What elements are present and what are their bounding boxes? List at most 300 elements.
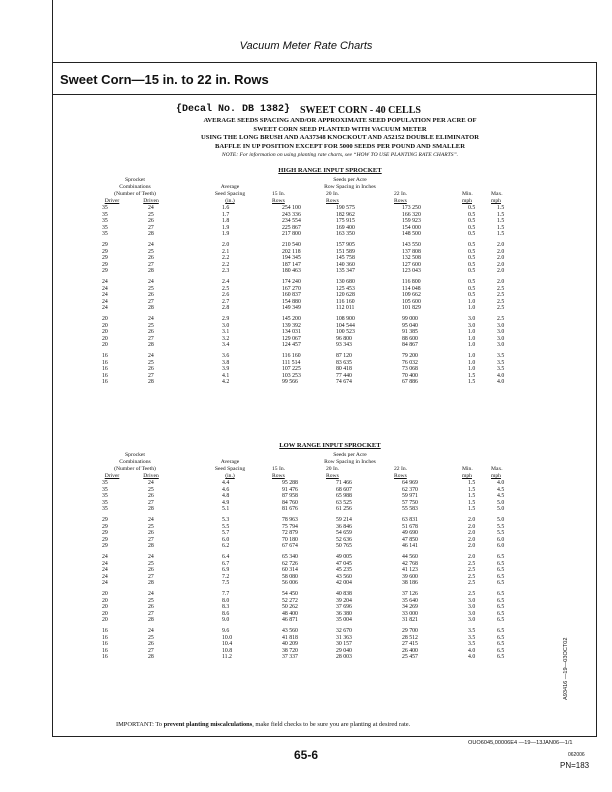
pn-number: PN=183 bbox=[560, 761, 590, 770]
table-cell: 3.5 bbox=[497, 359, 505, 366]
table-cell: 28 bbox=[148, 506, 154, 513]
content-frame bbox=[52, 62, 597, 737]
seeds-header-line: Seeds per Acre bbox=[333, 177, 367, 183]
table-cell: 123 043 bbox=[402, 268, 421, 275]
table-cell: 28 bbox=[148, 379, 154, 386]
table-cell: 5.3 bbox=[222, 517, 230, 523]
table-cell: 16 bbox=[102, 654, 108, 661]
table-cell: 84 867 bbox=[402, 342, 418, 349]
table-cell: 16 bbox=[102, 634, 108, 641]
table-cell: 36 846 bbox=[336, 523, 352, 530]
table-cell: 3.2 bbox=[222, 335, 230, 342]
table-cell: 100 523 bbox=[336, 329, 355, 336]
table-cell: 24 bbox=[102, 298, 108, 305]
table-cell: 27 bbox=[148, 335, 154, 342]
table-cell: 132 508 bbox=[402, 255, 421, 262]
table-cell: 1.5 bbox=[497, 211, 505, 218]
table-cell: 72 879 bbox=[282, 530, 298, 537]
table-cell: 24 bbox=[102, 305, 108, 312]
important-bold: prevent planting miscalculations bbox=[163, 721, 253, 728]
table-cell: 40 838 bbox=[336, 591, 352, 597]
table-cell: 38 186 bbox=[402, 580, 418, 587]
table-cell: 24 bbox=[148, 353, 154, 359]
table-cell: 3.0 bbox=[222, 322, 230, 329]
table-cell: 3.8 bbox=[222, 359, 230, 366]
table-cell: 24 bbox=[102, 292, 108, 299]
sprocket-header bbox=[95, 177, 175, 198]
table-cell: 0.5 bbox=[468, 248, 476, 255]
table-cell: 1.5 bbox=[468, 372, 476, 379]
col-header-line: Min. bbox=[462, 466, 473, 472]
table-cell: 1.5 bbox=[497, 224, 505, 231]
table-cell: 27 bbox=[148, 298, 154, 305]
table-cell: 58 080 bbox=[282, 573, 298, 580]
table-cell: 6.2 bbox=[222, 543, 230, 550]
table-cell: 27 bbox=[148, 261, 154, 268]
col-header-line: mph bbox=[462, 473, 472, 479]
table-cell: 129 067 bbox=[282, 335, 301, 342]
table-cell: 145 200 bbox=[282, 316, 301, 322]
table-cell: 163 350 bbox=[336, 231, 355, 238]
table-cell: 160 837 bbox=[282, 292, 301, 299]
table-cell: 26 bbox=[148, 292, 154, 299]
table-cell: 43 560 bbox=[336, 573, 352, 580]
range-title: HIGH RANGE INPUT SPROCKET bbox=[278, 167, 382, 174]
table-cell: 254 100 bbox=[282, 205, 301, 211]
table-cell: 2.0 bbox=[468, 554, 476, 560]
table-cell: 0.5 bbox=[468, 255, 476, 262]
table-cell: 1.5 bbox=[468, 499, 476, 506]
driven-header: Driven bbox=[143, 473, 159, 479]
table-cell: 9.0 bbox=[222, 617, 230, 624]
table-cell: 148 500 bbox=[402, 231, 421, 238]
table-cell: 73 068 bbox=[402, 366, 418, 373]
table-cell: 2.4 bbox=[222, 279, 230, 285]
sprocket-header-line: Sprocket bbox=[125, 452, 145, 458]
col-header-line: mph bbox=[491, 473, 501, 479]
table-cell: 6.5 bbox=[497, 654, 505, 661]
table-cell: 6.5 bbox=[497, 641, 505, 648]
table-cell: 0.5 bbox=[468, 268, 476, 275]
table-cell: 3.0 bbox=[468, 617, 476, 624]
col-header-line: 15 In. bbox=[272, 191, 286, 197]
table-cell: 10.4 bbox=[222, 641, 233, 648]
col-header-r20 bbox=[326, 466, 356, 480]
table-cell: 2.5 bbox=[497, 316, 505, 322]
table-cell: 112 011 bbox=[336, 305, 355, 312]
table-cell: 26 bbox=[148, 641, 154, 648]
table-cell: 52 272 bbox=[282, 597, 298, 604]
table-cell: 77 440 bbox=[336, 372, 352, 379]
table-cell: 169 400 bbox=[336, 224, 355, 231]
table-cell: 0.5 bbox=[468, 205, 476, 211]
table-cell: 2.2 bbox=[222, 255, 230, 262]
table-cell: 3.0 bbox=[497, 322, 505, 329]
driver-header: Driver bbox=[104, 198, 120, 204]
table-cell: 25 bbox=[148, 359, 154, 366]
table-cell: 46 871 bbox=[282, 617, 298, 624]
table-cell: 2.7 bbox=[222, 298, 230, 305]
table-cell: 24 bbox=[148, 279, 154, 285]
table-cell: 243 336 bbox=[282, 211, 301, 218]
section-title: Sweet Corn—15 in. to 22 in. Rows bbox=[60, 72, 269, 87]
table-cell: 8.0 bbox=[222, 597, 230, 604]
table-cell: 2.5 bbox=[497, 285, 505, 292]
col-header-line: Rows bbox=[272, 473, 285, 479]
table-cell: 6.5 bbox=[497, 604, 505, 611]
table-cell: 0.5 bbox=[468, 231, 476, 238]
table-cell: 20 bbox=[102, 604, 108, 611]
avg-spacing-header-line: Average bbox=[220, 184, 240, 190]
table-cell: 24 bbox=[148, 316, 154, 322]
table-cell: 35 bbox=[102, 205, 108, 211]
table-cell: 3.4 bbox=[222, 342, 230, 349]
decal-title: SWEET CORN - 40 CELLS bbox=[300, 105, 421, 116]
table-cell: 2.5 bbox=[468, 567, 476, 574]
table-cell: 5.5 bbox=[497, 523, 505, 530]
table-cell: 28 bbox=[148, 543, 154, 550]
table-cell: 5.0 bbox=[497, 506, 505, 513]
table-cell: 0.5 bbox=[468, 242, 476, 248]
col-header-max bbox=[491, 466, 521, 480]
table-cell: 104 544 bbox=[336, 322, 355, 329]
table-cell: 6.5 bbox=[497, 554, 505, 560]
table-cell: 54 659 bbox=[336, 530, 352, 537]
table-cell: 29 bbox=[102, 543, 108, 550]
table-cell: 2.5 bbox=[497, 292, 505, 299]
table-cell: 8.6 bbox=[222, 610, 230, 617]
col-header-r22 bbox=[394, 466, 424, 480]
table-cell: 111 514 bbox=[282, 359, 301, 366]
table-cell: 29 bbox=[102, 242, 108, 248]
seeds-per-acre-header bbox=[300, 177, 400, 191]
table-cell: 175 915 bbox=[336, 218, 355, 225]
table-cell: 134 031 bbox=[282, 329, 301, 336]
sprocket-header-line: Combinations bbox=[119, 459, 151, 465]
table-cell: 67 674 bbox=[282, 543, 298, 550]
table-cell: 39 204 bbox=[336, 597, 352, 604]
table-cell: 27 bbox=[148, 536, 154, 543]
col-header-line: 22 In. bbox=[394, 466, 408, 472]
table-cell: 116 160 bbox=[282, 353, 301, 359]
table-cell: 2.0 bbox=[468, 543, 476, 550]
table-cell: 96 800 bbox=[336, 335, 352, 342]
table-cell: 52 636 bbox=[336, 536, 352, 543]
seeds-per-acre-header bbox=[300, 452, 400, 466]
table-cell: 16 bbox=[102, 353, 108, 359]
table-cell: 75 794 bbox=[282, 523, 298, 530]
table-cell: 9.6 bbox=[222, 628, 230, 634]
table-cell: 27 bbox=[148, 647, 154, 654]
table-cell: 1.0 bbox=[468, 298, 476, 305]
table-cell: 0.5 bbox=[468, 261, 476, 268]
table-cell: 109 662 bbox=[402, 292, 421, 299]
table-cell: 16 bbox=[102, 641, 108, 648]
table-cell: 10.0 bbox=[222, 634, 233, 641]
table-cell: 20 bbox=[102, 335, 108, 342]
col-header-r15 bbox=[272, 191, 302, 205]
table-cell: 16 bbox=[102, 359, 108, 366]
table-cell: 79 200 bbox=[402, 353, 418, 359]
table-cell: 49 690 bbox=[402, 530, 418, 537]
table-cell: 28 bbox=[148, 268, 154, 275]
section-divider bbox=[52, 94, 597, 95]
table-cell: 24 bbox=[102, 279, 108, 285]
table-cell: 124 457 bbox=[282, 342, 301, 349]
table-cell: 25 bbox=[148, 486, 154, 493]
table-cell: 108 900 bbox=[336, 316, 355, 322]
table-cell: 29 bbox=[102, 268, 108, 275]
table-cell: 6.5 bbox=[497, 597, 505, 604]
table-cell: 70 180 bbox=[282, 536, 298, 543]
table-cell: 2.0 bbox=[497, 279, 505, 285]
table-cell: 116 160 bbox=[336, 298, 355, 305]
table-cell: 151 589 bbox=[336, 248, 355, 255]
table-cell: 3.5 bbox=[497, 353, 505, 359]
table-cell: 60 314 bbox=[282, 567, 298, 574]
table-cell: 10.8 bbox=[222, 647, 233, 654]
table-cell: 29 bbox=[102, 517, 108, 523]
table-cell: 16 bbox=[102, 647, 108, 654]
table-cell: 78 963 bbox=[282, 517, 298, 523]
table-cell: 63 525 bbox=[336, 499, 352, 506]
table-cell: 55 583 bbox=[402, 506, 418, 513]
table-cell: 35 bbox=[102, 493, 108, 500]
table-cell: 3.5 bbox=[468, 628, 476, 634]
table-cell: 1.0 bbox=[468, 335, 476, 342]
col-header-line: 15 In. bbox=[272, 466, 286, 472]
table-cell: 3.0 bbox=[468, 604, 476, 611]
decal-label: {Decal No. DB 1382} bbox=[176, 104, 291, 115]
table-cell: 91 385 bbox=[402, 329, 418, 336]
range-title: LOW RANGE INPUT SPROCKET bbox=[279, 442, 381, 449]
table-cell: 4.0 bbox=[468, 654, 476, 661]
table-cell: 34 269 bbox=[402, 604, 418, 611]
table-cell: 20 bbox=[102, 342, 108, 349]
table-cell: 35 bbox=[102, 480, 108, 486]
table-cell: 29 bbox=[102, 248, 108, 255]
table-cell: 210 540 bbox=[282, 242, 301, 248]
table-cell: 91 476 bbox=[282, 486, 298, 493]
table-cell: 20 bbox=[102, 610, 108, 617]
table-cell: 130 680 bbox=[336, 279, 355, 285]
table-cell: 3.5 bbox=[468, 634, 476, 641]
table-cell: 63 831 bbox=[402, 517, 418, 523]
col-header-min bbox=[462, 466, 492, 480]
table-cell: 3.9 bbox=[222, 366, 230, 373]
table-cell: 105 600 bbox=[402, 298, 421, 305]
table-cell: 99 566 bbox=[282, 379, 298, 386]
table-cell: 24 bbox=[102, 560, 108, 567]
table-cell: 2.5 bbox=[468, 591, 476, 597]
col-header-max bbox=[491, 191, 521, 205]
table-cell: 6.9 bbox=[222, 567, 230, 574]
table-cell: 76 032 bbox=[402, 359, 418, 366]
table-cell: 95 040 bbox=[402, 322, 418, 329]
table-cell: 27 bbox=[148, 224, 154, 231]
table-cell: 39 600 bbox=[402, 573, 418, 580]
driver-header: Driver bbox=[104, 473, 120, 479]
table-cell: 149 349 bbox=[282, 305, 301, 312]
table-cell: 225 867 bbox=[282, 224, 301, 231]
table-cell: 35 bbox=[102, 218, 108, 225]
table-cell: 1.0 bbox=[468, 329, 476, 336]
table-cell: 1.5 bbox=[468, 480, 476, 486]
table-cell: 0.5 bbox=[468, 279, 476, 285]
table-cell: 24 bbox=[148, 242, 154, 248]
table-cell: 2.2 bbox=[222, 261, 230, 268]
table-cell: 28 bbox=[148, 580, 154, 587]
intro-line: AVERAGE SEEDS SPACING AND/OR APPROXIMATE SEED POPULATION PER ACRE OF bbox=[203, 117, 477, 124]
driven-header: Driven bbox=[143, 198, 159, 204]
table-cell: 45 235 bbox=[336, 567, 352, 574]
col-header-line: Rows bbox=[326, 473, 339, 479]
avg-spacing-header-line: Average bbox=[220, 459, 240, 465]
table-cell: 37 126 bbox=[402, 591, 418, 597]
table-cell: 6.0 bbox=[497, 536, 505, 543]
table-cell: 5.5 bbox=[222, 523, 230, 530]
table-cell: 3.0 bbox=[468, 322, 476, 329]
table-cell: 35 bbox=[102, 499, 108, 506]
table-cell: 35 bbox=[102, 486, 108, 493]
table-cell: 137 808 bbox=[402, 248, 421, 255]
table-cell: 38 720 bbox=[282, 647, 298, 654]
table-cell: 1.0 bbox=[468, 359, 476, 366]
table-cell: 1.0 bbox=[468, 342, 476, 349]
table-cell: 166 320 bbox=[402, 211, 421, 218]
table-cell: 26 bbox=[148, 493, 154, 500]
table-cell: 135 347 bbox=[336, 268, 355, 275]
table-cell: 0.5 bbox=[468, 224, 476, 231]
table-cell: 24 bbox=[102, 573, 108, 580]
sprocket-header-line: (Number of Teeth) bbox=[114, 191, 156, 197]
table-cell: 25 bbox=[148, 322, 154, 329]
table-cell: 47 850 bbox=[402, 536, 418, 543]
table-cell: 4.0 bbox=[497, 480, 505, 486]
table-cell: 57 750 bbox=[402, 499, 418, 506]
table-cell: 28 003 bbox=[336, 654, 352, 661]
document-code: OUO6045,00006E4 —19—13JAN06—1/1 bbox=[468, 740, 573, 746]
table-cell: 87 120 bbox=[336, 353, 352, 359]
avg-spacing-header-line: Seed Spacing bbox=[214, 466, 246, 472]
table-cell: 4.1 bbox=[222, 372, 230, 379]
table-cell: 80 418 bbox=[336, 366, 352, 373]
table-cell: 26 bbox=[148, 329, 154, 336]
table-cell: 2.8 bbox=[222, 305, 230, 312]
table-cell: 157 905 bbox=[336, 242, 355, 248]
table-cell: 6.5 bbox=[497, 647, 505, 654]
table-cell: 127 600 bbox=[402, 261, 421, 268]
table-cell: 74 674 bbox=[336, 379, 352, 386]
seeds-header-line: Row Spacing in Inches bbox=[324, 459, 376, 465]
table-cell: 3.0 bbox=[497, 329, 505, 336]
table-cell: 29 bbox=[102, 261, 108, 268]
table-cell: 173 250 bbox=[402, 205, 421, 211]
table-cell: 24 bbox=[148, 517, 154, 523]
table-cell: 3.5 bbox=[497, 366, 505, 373]
table-cell: 2.0 bbox=[497, 255, 505, 262]
table-cell: 24 bbox=[102, 554, 108, 560]
table-cell: 6.5 bbox=[497, 610, 505, 617]
table-cell: 4.4 bbox=[222, 480, 230, 486]
col-header-line: mph bbox=[491, 198, 501, 204]
table-cell: 26 bbox=[148, 604, 154, 611]
table-cell: 1.5 bbox=[468, 493, 476, 500]
table-cell: 0.5 bbox=[468, 292, 476, 299]
table-cell: 1.5 bbox=[468, 506, 476, 513]
avg-spacing-header bbox=[200, 184, 260, 205]
table-cell: 194 345 bbox=[282, 255, 301, 262]
table-cell: 6.5 bbox=[497, 617, 505, 624]
table-cell: 41 123 bbox=[402, 567, 418, 574]
table-cell: 1.0 bbox=[468, 366, 476, 373]
table-cell: 6.0 bbox=[497, 543, 505, 550]
table-cell: 27 bbox=[148, 499, 154, 506]
table-cell: 1.0 bbox=[468, 305, 476, 312]
table-cell: 83 635 bbox=[336, 359, 352, 366]
table-cell: 37 337 bbox=[282, 654, 298, 661]
table-cell: 2.5 bbox=[497, 305, 505, 312]
table-cell: 6.0 bbox=[222, 536, 230, 543]
table-cell: 24 bbox=[148, 628, 154, 634]
table-cell: 2.5 bbox=[468, 580, 476, 587]
table-cell: 29 bbox=[102, 530, 108, 537]
table-cell: 159 923 bbox=[402, 218, 421, 225]
table-cell: 5.5 bbox=[497, 530, 505, 537]
table-cell: 27 415 bbox=[402, 641, 418, 648]
sprocket-header-line: (Number of Teeth) bbox=[114, 466, 156, 472]
table-cell: 4.0 bbox=[468, 647, 476, 654]
table-cell: 0.5 bbox=[468, 285, 476, 292]
table-cell: 2.5 bbox=[468, 573, 476, 580]
table-cell: 3.0 bbox=[497, 342, 505, 349]
table-cell: 6.5 bbox=[497, 634, 505, 641]
table-cell: 24 bbox=[102, 580, 108, 587]
table-cell: 6.5 bbox=[497, 628, 505, 634]
table-cell: 26 bbox=[148, 366, 154, 373]
table-cell: 2.5 bbox=[222, 285, 230, 292]
table-cell: 4.9 bbox=[222, 499, 230, 506]
table-cell: 25 bbox=[148, 285, 154, 292]
table-cell: 2.3 bbox=[222, 268, 230, 275]
date-code: 062006 bbox=[568, 752, 585, 758]
avg-spacing-header-line: Seed Spacing bbox=[214, 191, 246, 197]
table-cell: 35 bbox=[102, 506, 108, 513]
table-cell: 25 bbox=[148, 211, 154, 218]
table-cell: 103 253 bbox=[282, 372, 301, 379]
table-cell: 20 bbox=[102, 617, 108, 624]
table-cell: 116 800 bbox=[402, 279, 421, 285]
table-cell: 1.5 bbox=[497, 205, 505, 211]
intro-note: NOTE: For information on using planting rate charts, see “HOW TO USE PLANTING RATE CHARTS”. bbox=[221, 152, 459, 159]
table-cell: 20 bbox=[102, 329, 108, 336]
table-cell: 49 005 bbox=[336, 554, 352, 560]
important-prefix: IMPORTANT: To bbox=[116, 721, 164, 728]
sprocket-header-line: Sprocket bbox=[125, 177, 145, 183]
table-cell: 120 628 bbox=[336, 292, 355, 299]
col-header-line: Rows bbox=[326, 198, 339, 204]
table-cell: 5.7 bbox=[222, 530, 230, 537]
table-cell: 88 600 bbox=[402, 335, 418, 342]
table-cell: 0.5 bbox=[468, 211, 476, 218]
table-cell: 26 bbox=[148, 530, 154, 537]
col-header-min bbox=[462, 191, 492, 205]
table-cell: 1.5 bbox=[497, 218, 505, 225]
intro-line: BAFFLE IN UP POSITION EXCEPT FOR 5000 SEEDS PER POUND AND SMALLER bbox=[215, 142, 465, 150]
table-cell: 25 bbox=[148, 597, 154, 604]
table-cell: 50 765 bbox=[336, 543, 352, 550]
table-cell: 1.0 bbox=[468, 353, 476, 359]
